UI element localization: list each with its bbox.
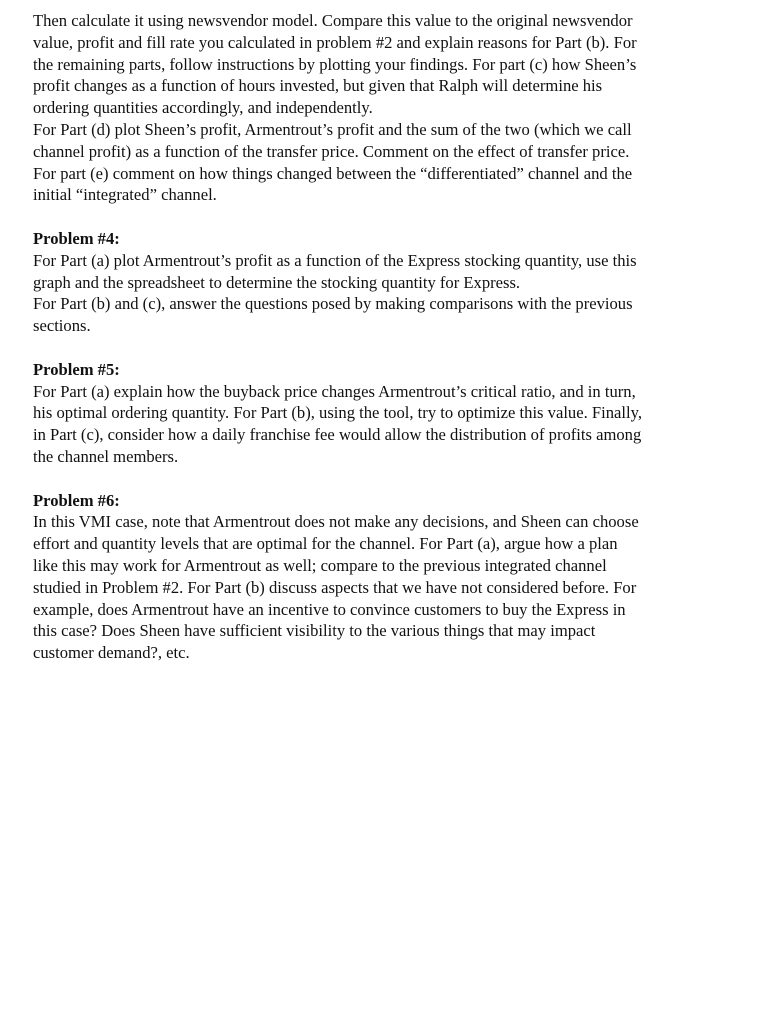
- intro-paragraph-1: Then calculate it using newsvendor model. Compare this value to the original newsvendor value, profit and fill rate you calculated in problem #2 and explain reasons for Part (b). For the remaining parts, follow instructions by plotting your findings. For part (c) how Sheen’s profit changes as a function of hours invested, but given that Ralph will determine his ordering quantities accordingly, and independently.: [33, 11, 637, 118]
- problem-6-heading: Problem #6:: [33, 490, 120, 510]
- problem-6-section: [33, 490, 739, 664]
- problem-5-heading: Problem #5:: [33, 359, 120, 379]
- problem-4-body: For Part (a) plot Armentrout’s profit as a function of the Express stocking quantity, use this graph and the spreadsheet to determine the stocking quantity for Express. For Part (b) and (c), answer the questions posed by making comparisons with the previous sections.: [33, 250, 637, 336]
- problem-4-heading: Problem #4:: [33, 228, 120, 248]
- problem-5-section: [33, 359, 739, 468]
- intro-paragraph-2: For Part (d) plot Sheen’s profit, Armentrout’s profit and the sum of the two (which we call channel profit) as a function of the transfer price. Comment on the effect of transfer price. For part (e) comment on how things changed between the “differentiated” channel and the initial “integrated” channel.: [33, 119, 633, 205]
- problem-4-section: [33, 228, 739, 337]
- document-page: [33, 10, 739, 664]
- problem-6-body: In this VMI case, note that Armentrout does not make any decisions, and Sheen can choose effort and quantity levels that are optimal for the channel. For Part (a), argue how a plan like this may work for Armentrout as well; compare to the previous integrated channel studied in Problem #2. For Part (b) discuss aspects that we have not considered before. For example, does Armentrout have an incentive to convince customers to buy the Express in this case? Does Sheen have sufficient visibility to the various things that may impact customer demand?, etc.: [33, 512, 639, 663]
- problem-5-body: For Part (a) explain how the buyback price changes Armentrout’s critical ratio, and in turn, his optimal ordering quantity. For Part (b), using the tool, try to optimize this value. Finally, in Part (c), consider how a daily franchise fee would allow the distribution of profits among the channel members.: [33, 381, 642, 466]
